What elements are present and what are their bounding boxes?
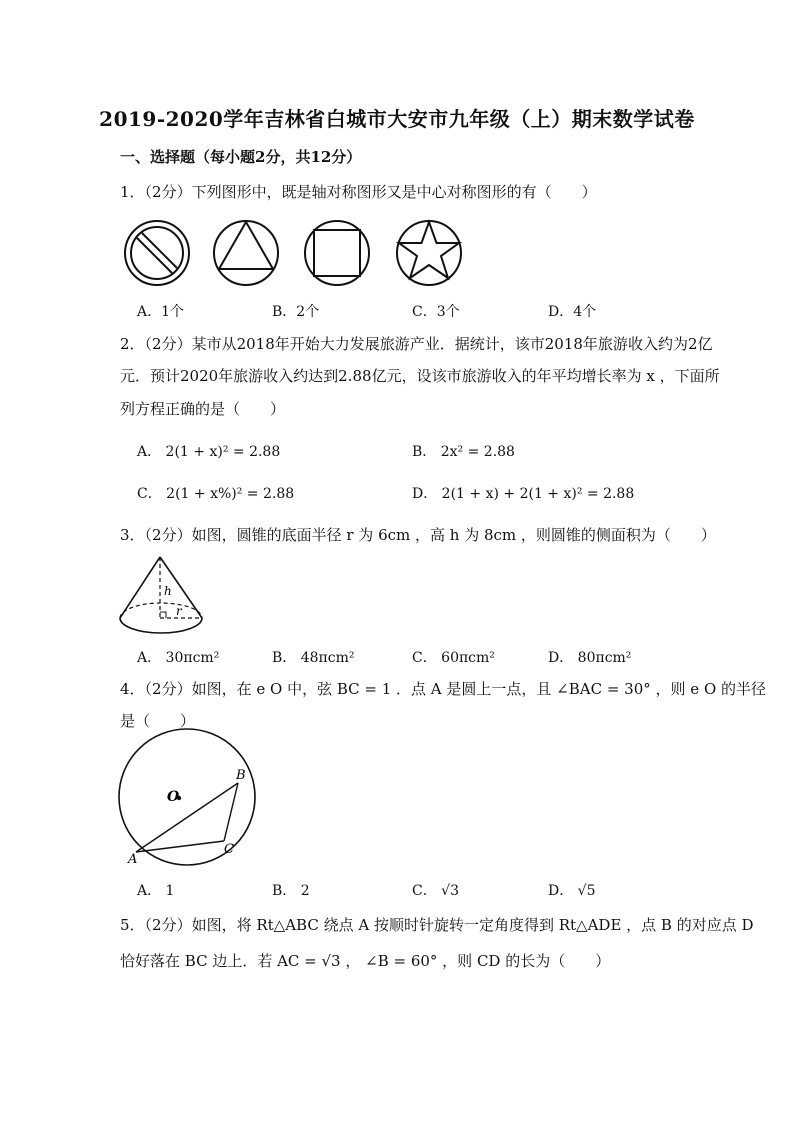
page-title: 2019-2020学年吉林省白城市大安市九年级（上）期末数学试卷: [99, 107, 695, 131]
q5-line-1: 5．（2分）如图，将 Rt△ABC 绕点 A 按顺时针旋转一定角度得到 Rt△ADE ，点 B 的对应点 D: [120, 916, 754, 934]
q3-stem: 3．（2分）如图，圆锥的底面半径 r 为 6cm ，高 h 为 8cm ，则圆锥的侧面积为（ ）: [120, 526, 716, 544]
q4-label-b: B: [236, 768, 246, 783]
q3-label-r: r: [176, 604, 182, 618]
q4-option-a: A． 1: [137, 883, 175, 899]
q1-option-b: B．2个: [272, 304, 320, 320]
q2-line-3: 列方程正确的是（ ）: [120, 400, 286, 418]
q2-line-2: 元．预计2020年旅游收入约达到2.88亿元，设该市旅游收入的年平均增长率为 x ，下面所: [120, 367, 720, 385]
q3-label-h: h: [164, 584, 172, 598]
q3-option-d: D． 80πcm²: [548, 650, 632, 666]
q4-line-1: 4．（2分）如图，在 e O 中，弦 BC = 1 ．点 A 是圆上一点，且 ∠BAC = 30° ，则 e O 的半径: [120, 680, 767, 698]
q4-option-c: C． √3: [412, 883, 459, 899]
q2-option-d: D． 2(1 + x) + 2(1 + x)² = 2.88: [412, 486, 635, 502]
q1-option-a: A．1个: [137, 304, 185, 320]
q4-label-o: O: [167, 789, 180, 805]
q4-label-a: A: [128, 852, 138, 867]
q1-figure-circle-triangle: [211, 218, 281, 288]
q4-option-d: D． √5: [548, 883, 596, 899]
section-heading: 一、选择题（每小题2分，共12分）: [120, 148, 362, 166]
q1-figure-circle-slash: [122, 218, 192, 288]
q4-label-c: C: [224, 842, 234, 857]
q3-option-c: C． 60πcm²: [412, 650, 495, 666]
q2-option-b: B． 2x² = 2.88: [412, 444, 515, 460]
q2-option-c: C． 2(1 + x%)² = 2.88: [137, 486, 295, 502]
q2-line-1: 2．（2分）某市从2018年开始大力发展旅游产业．据统计，该市2018年旅游收入约为2亿: [120, 335, 713, 353]
q1-stem: 1．（2分）下列图形中，既是轴对称图形又是中心对称图形的有（ ）: [120, 183, 597, 201]
q4-circle-figure: [112, 735, 272, 870]
q1-figure-circle-star: [394, 218, 464, 288]
q3-cone-figure: [118, 553, 208, 638]
q5-line-2: 恰好落在 BC 边上．若 AC = √3 ， ∠B = 60° ，则 CD 的长为（ ）: [120, 952, 611, 970]
q1-option-d: D．4个: [548, 304, 597, 320]
q3-option-a: A． 30πcm²: [137, 650, 220, 666]
q3-option-b: B． 48πcm²: [272, 650, 355, 666]
q1-option-c: C．3个: [412, 304, 460, 320]
q2-option-a: A． 2(1 + x)² = 2.88: [137, 444, 281, 460]
q4-line-2: 是（ ）: [120, 712, 196, 730]
q1-figure-circle-square: [302, 218, 372, 288]
q4-option-b: B． 2: [272, 883, 310, 899]
